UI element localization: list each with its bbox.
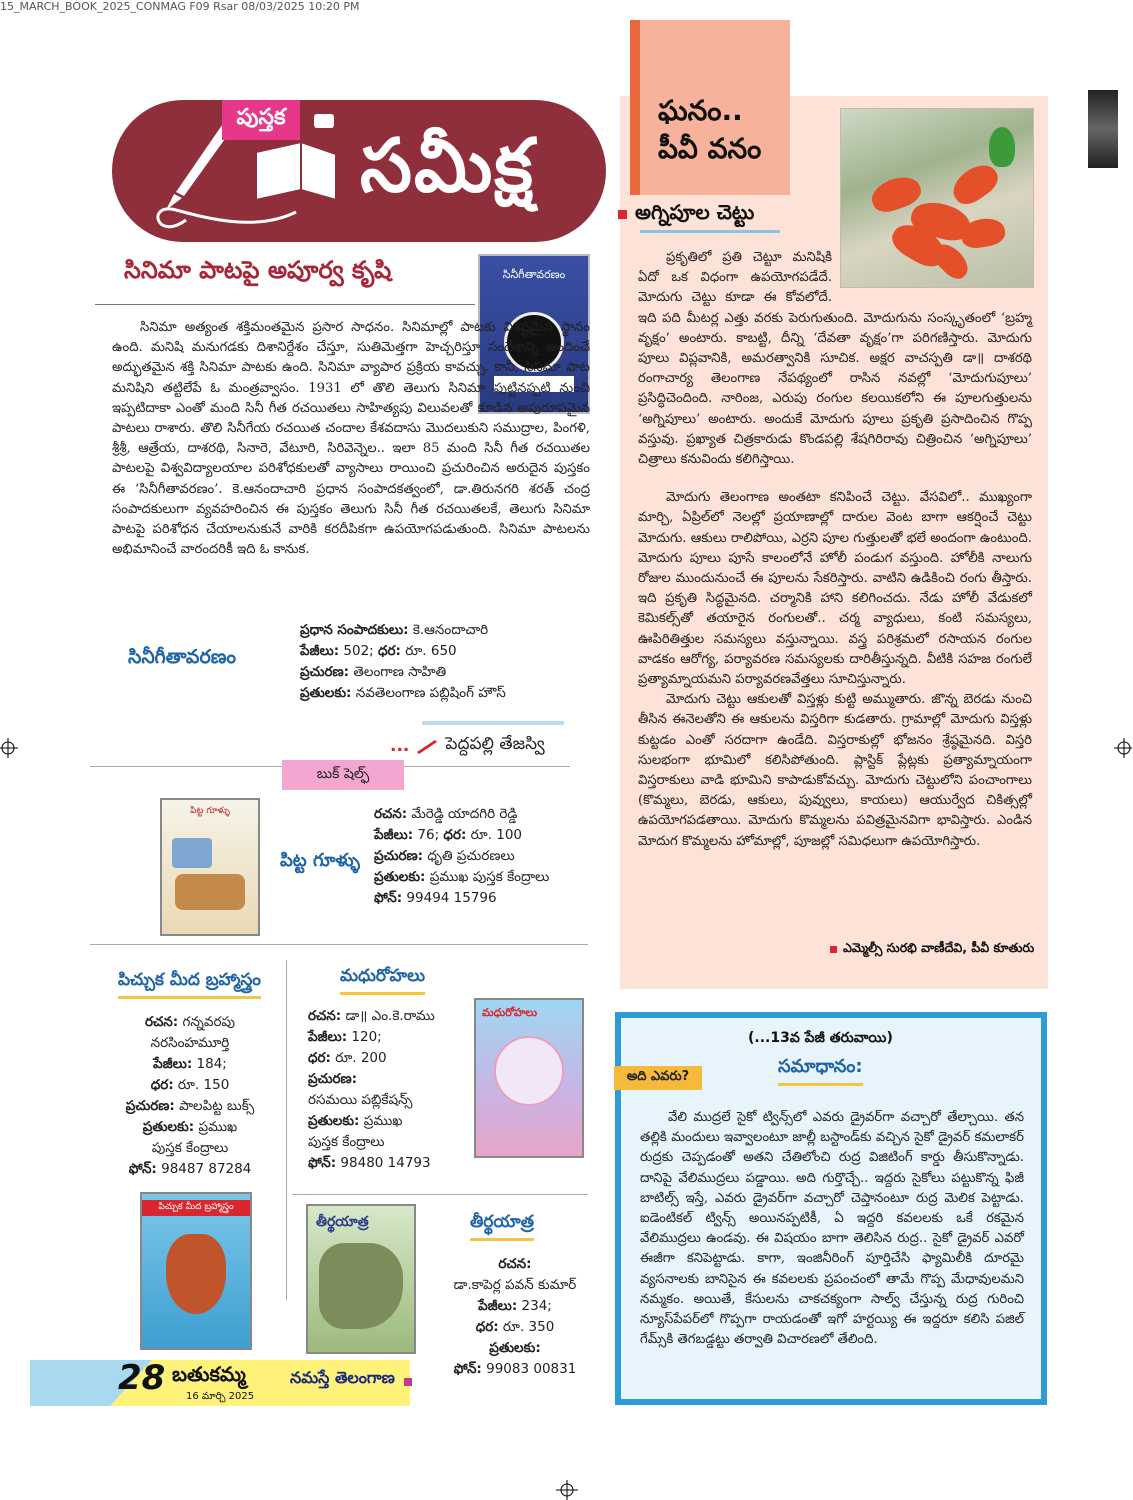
answer-title: సమాధానం:: [778, 1056, 863, 1086]
color-bar: [1088, 90, 1118, 168]
review-heading: సినిమా పాటపై అపూర్వ కృషి: [124, 256, 392, 284]
continued-note: (...13వ పేజీ తరువాయి): [748, 1030, 893, 1046]
book5-details: రచన: డా.కాపెర్ల పవన్ కుమార్ పేజీలు: 234; ధర: రూ. 350 ప్రతులకు: ఫోన్: 99083 00831: [453, 1256, 577, 1377]
book3-details: రచన: గన్నవరపు నరసింహమూర్తి పేజీలు: 184; ధర: రూ. 150 ప్రచురణ: పాలపిట్ట బుక్స్ ప్రతులకు: ప్రముఖ పుస్తక కేంద్రాలు ఫోన్: 98487 87284: [125, 1014, 255, 1177]
book-cover-pitta-goollu: [160, 798, 260, 936]
book-cover-madhurohalu: [474, 998, 584, 1158]
review1-details: ప్రధాన సంపాదకులు: కె.ఆనందాచారి పేజీలు: 502; ధర: రూ. 650 ప్రచురణ: తెలంగాణ సాహితి ప్రతులకు: నవతెలంగాణ పబ్లిషింగ్ హౌస్: [300, 622, 506, 701]
pv-body: ప్రకృతిలో ప్రతి చెట్టూ మనిషికి ఏదో ఒక విధంగా ఉపయోగపడేదే. మోదుగు చెట్టు కూడా ఈ కోవలోదే. ఇది పది మీటర్ల ఎత్తు వరకు పెరుగుతుంది. మోదుగును సంస్కృతంలో ‘బ్రహ్మ వృక్షం’ అంటారు. కాబట్టి, దీన్ని ‘దేవతా వృక్షం’గా పరిగణిస్తారు. మోదుగు పూలు విప్లవానికి, అమరత్వానికి సూచిక. అక్షర వాచస్పతి డా॥ దాశరథి రంగాచార్య తెలంగాణ నేపథ్యంలో రాసిన నవల్లో ‘మోదుగుపూలు’ ప్రసిద్ధిచెందింది. నారింజ, ఎరుపు రంగుల కలయికలోని ఈ పూలగుత్తులను ‘అగ్నిపూలు’ అంటారు. అందుకే మోదుగు పూలు ప్రకృతి ప్రసాదించిన గొప్ప వస్తువు. ప్రఖ్యాత చిత్రకారుడు కొండపల్లి శేషగిరిరావు చిత్రించిన ‘అగ్నిపూలు’ చిత్రాలు కనువిందు కలిగిస్తాయి. మోదుగు తెలంగాణ అంతటా కనిపించే చెట్టు. వేసవిలో.. ముఖ్యంగా మార్చి, ఏప్రిల్‌లో నెలల్లో ప్రయాణాల్లో దారుల వెంట బాగా ఆకర్షించే చెట్టు మోదుగు. ఆకులు రాలిపోయి, ఎర్రని పూల గుత్తులతో భలే అందంగా ఉంటుంది. మోదుగు పూలు పూసే కాలంలోనే హోలీ పండుగ వస్తుంది. హోలీకి నాలుగు రోజుల ముందునుంచే ఈ పూలను సేకరిస్తారు. వాటిని ఉడికించి రంగు తీస్తారు. ఇది ప్రకృతి సిద్ధమైనది. చర్మానికి హాని కలిగించదు. నేడు హోలీ వేడుకలో కెమికల్స్‌తో తయారైన రంగులతో.. చర్మ వ్యాధులు, కంటి సమస్యలు, ఊపిరితిత్తుల సమస్యలు వస్తున్నాయి. వస్త్ర పరిశ్రమలో రసాయన రంగుల వాడకం ఆరోగ్య, పర్యావరణ సమస్యలకు దారితీస్తున్నది. వీటికి సహజ రంగులే ప్రత్యామ్నాయమని పర్యావరణవేత్తలు సూచిస్తున్నారు. మోదుగు చెట్టు ఆకులతో విస్తళ్లు కుట్టి అమ్ముతారు. జొన్న బెరడు నుంచి తీసిన ఈనెలతోని ఈ ఆకులను విస్తరిగా కుడతారు. గ్రామాల్లో మోదుగు విస్తళ్లు కుట్టడం ఎంతో సరదాగా ఉండేది. విస్తరాకుల్లో భోజనం శ్రేష్ఠమైనది. విస్తరి సులభంగా భూమిలో కలిసిపోతుంది. ప్లాస్టిక్ ప్లేట్లకు ప్రత్యామ్నాయంగా విస్తరాకులు వాడి భూమిని కాపాడుకోవచ్చు. మోదుగు చెట్టులోని పంచాంగాలు (కొమ్మలు, బెరడు, ఆకులు, పువ్వులు, కాయలు) ఆయుర్వేద చికిత్సల్లో ఉపయోగపడతాయి. మోదుగు కొమ్మలను పవిత్రమైనవిగా భావిస్తారు. ఎండిన మోదుగ కొమ్మలను హోమాల్లో, పూజల్లో సమిధలుగా ఉపయోగిస్తారు.: [638, 250, 1032, 849]
puzzle-tag: అది ఎవరు?: [614, 1066, 702, 1090]
banner-title: సమీక్ష: [360, 123, 535, 209]
registration-mark-icon: [0, 736, 18, 760]
print-slug: 15_MARCH_BOOK_2025_CONMAG F09 Rsar 08/03/2025 10:20 PM: [0, 0, 360, 13]
pv-headline: ఘనం.. పీవీ వనం: [640, 20, 790, 195]
book-cover-theerthayatra: [306, 1204, 416, 1354]
bird-illustration: [166, 1234, 226, 1314]
book-title-pichchuka: పిచ్చుక మీద బ్రహ్మాస్త్రం: [118, 970, 261, 999]
issue-date: 16 మార్చి 2025: [186, 1391, 255, 1402]
newspaper-name: నమస్తే తెలంగాణ: [290, 1368, 395, 1387]
cover-title: తీర్థయాత్ర: [316, 1214, 369, 1230]
pen-icon: [415, 738, 439, 754]
cover-title: సినీగీతావరణం: [502, 268, 566, 281]
book-cover-pichchuka: [140, 1192, 252, 1350]
book-title-cineegeetavaranam: సినీగీతావరణం: [128, 646, 237, 668]
answer-body: వేలి ముద్రలే సైకో ట్విన్స్‌లో ఎవరు డ్రైవర్‌గా వచ్చారో తేల్చాయి. తన తల్లికి మందులు ఇవ్వాలంటూ జాల్లీ బస్టాండ్‌కు వచ్చిన సైకో డ్రైవర్ కమలాకర్ రుద్రకు చెప్పడంతో అతని చేతిలోంచి రుద్ర విజిటింగ్ కార్డు తీసుకొన్నాడు. దానిపై వేలిముద్రలు పడ్డాయి. అది గుర్తొచ్చే.. ఇద్దరు సైకోలు పట్టుకొన్న ఫిజీ బాటిల్స్ ఇస్తే, ఎవరు డ్రైవర్‌గా వచ్చారో చెప్తానంటూ రుద్ర మెలిక పెట్టాడు. ఐడెంటికల్ ట్విన్స్ అయినప్పటికీ, ఏ ఇద్దరి కవలలకు ఒకే రకమైన వేలిముద్రలు ఉండవు. ఈ విషయం బాగా తెలిసిన రుద్ర.. సైకో డ్రైవర్ ఎవరో ఈజీగా కనిపెట్టాడు. కాగా, ఇంజినీరింగ్ పూర్తిచేసి ఫ్యామిలీకి దూరమై వ్యసనాలకు బానిసైన ఈ కవలలకు ప్రపంచంలో తామే గొప్ప మేధావులమని నమ్మకం. అయితే, కేసులను చాకచక్యంగా సాల్వ్ చేస్తున్న రుద్ర గురించి న్యూస్‌పేపర్‌లో గొప్పగా రాయడంతో ఇగో హర్టయ్యి ఈ ఇద్దరూ కలిసి పజిల్ గేమ్స్‌కి తెగబడ్డట్టు తర్వాతి విచారణలో తేలింది.: [640, 1110, 1024, 1348]
pv-author: ఎమ్మెల్సీ సురభి వాణీదేవి, పీవీ కూతురు: [830, 940, 1034, 959]
book-title-theerthayatra: తీర్థయాత్ర: [470, 1212, 534, 1241]
pv-subhead: అగ్నిపూల చెట్టు: [618, 200, 754, 229]
author-rule: [422, 721, 564, 725]
cover-title: మధురోహలు: [482, 1006, 538, 1019]
book4-details: రచన: డా॥ ఎం.కె.రాము పేజీలు: 120; ధర: రూ. 200 ప్రచురణ: రసమయి పబ్లికేషన్స్ ప్రతులకు: ప్రముఖ పుస్తక కేంద్రాలు ఫోన్: 98480 14793: [308, 1008, 435, 1171]
cover-title: పిట్ట గూళ్ళు: [190, 806, 230, 816]
book-title-pitta-goollu: పిట్ట గూళ్ళు: [280, 850, 361, 871]
banner-tag: పుస్తక: [222, 100, 300, 140]
map-illustration: [319, 1243, 403, 1329]
cover-title: పిచ్చుక మీద బ్రహ్మాస్త్రం: [142, 1200, 250, 1216]
book2-details: రచన: మేరెడ్డి యాదగిరి రెడ్డి పేజీలు: 76; ధర: రూ. 100 ప్రచురణ: ధృతి ప్రచురణలు ప్రతులకు: ప్రముఖ పుస్తక కేంద్రాలు ఫోన్: 99494 15796: [374, 806, 550, 906]
bookshelf-tag: బుక్ షెల్ఫ్: [282, 760, 404, 790]
registration-mark-icon: [556, 1478, 578, 1500]
magazine-name: బతుకమ్మ: [172, 1362, 246, 1386]
book-title-madhurohalu: మధురోహలు: [340, 966, 425, 995]
registration-mark-icon: [1112, 736, 1132, 760]
page-number: 28: [118, 1358, 166, 1398]
review-author: ... పెద్దపల్లి తేజస్వి: [390, 734, 545, 756]
tree-illustration: [494, 1036, 564, 1106]
review-body: సినిమా అత్యంత శక్తిమంతమైన ప్రసార సాధనం. సినిమాల్లో పాటకు విశిష్టమైన స్థానం ఉంది. మనిషి మనుగడకు దిశానిర్దేశం చేస్తూ, సుతిమెత్తగా హెచ్చరిస్తూ సందేశాన్ని అందించే అద్భుతమైన శక్తి సినిమా పాటకు ఉంది. సినిమా వ్యాపార ప్రక్రియ కావచ్చు. కానీ, సినిమా పాట మనిషిని తట్టిలేపే ఓ మంత్రవ్వాసం. 1931 లో తొలి తెలుగు సినిమా పుట్టినప్పటి నుంచి ఇప్పటిదాకా ఎంతో మంది సినీ గీత రచయితలు సాహిత్యపు విలువలతో కూడిన అపురూపమైన పాటలు రాశారు. తొలి సినీగేయ రచయిత చందాల కేశవదాసు మొదలుకుని సముద్రాల, పింగళి, శ్రీశ్రీ, ఆత్రేయ, దాశరథి, సినారె, వేటూరి, సిరివెన్నెల.. ఇలా 85 మంది సినీ గీత రచయితల పాటలపై విశ్వవిద్యాలయాల పరిశోధకులతో వ్యాసాలు రాయించి ప్రచురించిన అరుదైన పుస్తకం ఈ ‘సినీగీతావరణం’. కె.ఆనందాచారి ప్రధాన సంపాదకత్వంలో, డా.తిరునగరి శరత్ చంద్ర సంపాదకులుగా వ్యవహరించిన ఈ పుస్తకం తెలుగు సినీ గీత రచయితలకే, తెలుగు సినిమా పాటపై పరిశోధన చేయాలనుకునే వారికి కరదీపికగా ఉపయోగపడుతుంది. సినిమా పాటలను అభిమానించే వారందరికీ ఇది ఓ కానుక.: [112, 320, 590, 558]
parrot-icon: [989, 127, 1015, 167]
